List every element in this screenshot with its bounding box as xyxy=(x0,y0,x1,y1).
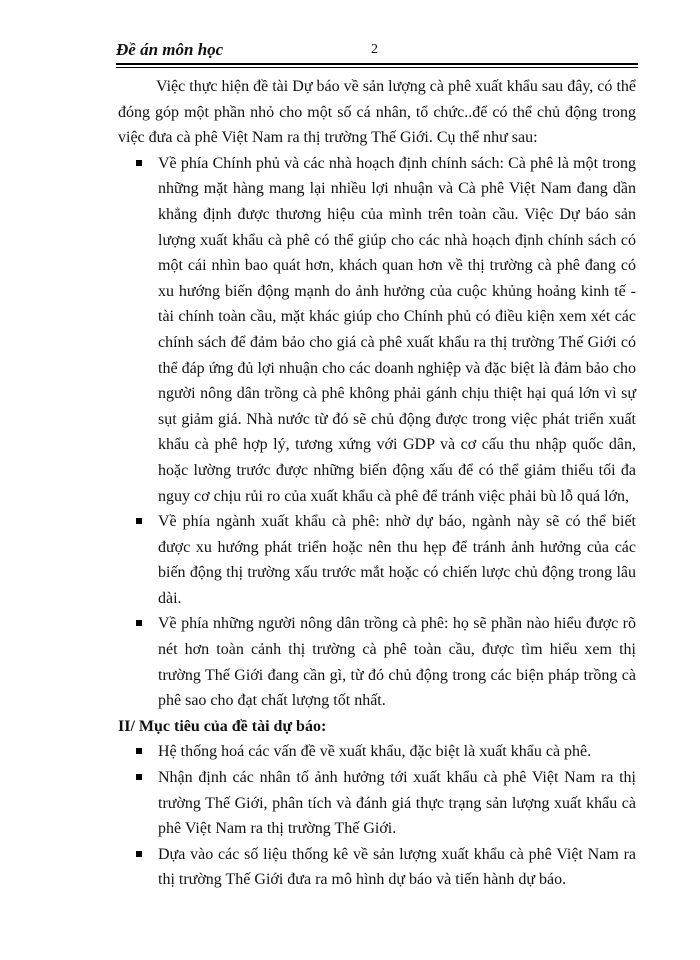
list-item-text: Về phía ngành xuất khẩu cà phê: nhờ dự báo, ngành này sẽ có thể biết được xu hướng phát triển hoặc nên thu hẹp để tránh ảnh hưởng của các biến động thị trường xấu trước mắt hoặc có chiến lược chủ động trong lâu dài. xyxy=(158,513,636,607)
intro-paragraph: Việc thực hiện đề tài Dự báo về sản lượng cà phê xuất khẩu sau đây, có thể đóng góp một phần nhỏ cho một số cá nhân, tổ chức..để có thể chủ động trong việc đưa cà phê Việt Nam ra thị trường Thế Giới. Cụ thể như sau: xyxy=(118,78,636,147)
bullet-icon xyxy=(136,160,142,166)
objectives-list xyxy=(118,739,636,893)
benefits-list xyxy=(118,151,636,714)
document-body xyxy=(118,74,636,893)
bullet-icon xyxy=(136,774,142,780)
list-item xyxy=(118,765,636,842)
list-item xyxy=(118,739,636,765)
header-title: Đề án môn học xyxy=(116,40,224,59)
list-item-text: Dựa vào các số liệu thống kê về sản lượng xuất khẩu cà phê Việt Nam ra thị trường Thế Giới đưa ra mô hình dự báo và tiến hành dự báo. xyxy=(158,845,636,889)
bullet-icon xyxy=(136,748,142,754)
bullet-icon xyxy=(136,851,142,857)
bullet-icon xyxy=(136,620,142,626)
list-item-text: Về phía những người nông dân trồng cà phê: họ sẽ phần nào hiểu được rõ nét hơn toàn cảnh thị trường cà phê toàn cầu, được tìm hiểu xem thị trường Thế Giới đang cần gì, từ đó chủ động trong các biện pháp trồng cà phê sao cho đạt chất lượng tốt nhất. xyxy=(158,615,636,710)
list-item xyxy=(118,842,636,893)
header-rule-thick xyxy=(116,63,638,65)
page-number: 2 xyxy=(371,42,378,57)
list-item-text: Về phía Chính phủ và các nhà hoạch định chính sách: Cà phê là một trong những mặt hàng mang lại nhiều lợi nhuận và Cà phê Việt Nam đang dần khẳng định được thương hiệu của mình trên toàn cầu. Việc Dự báo sản lượng xuất khẩu cà phê có thể giúp cho các nhà hoạch định chính sách có một cái nhìn bao quát hơn, khách quan hơn về thị trường cà phê đang có xu hướng biến động mạnh do ảnh hưởng của cuộc khủng hoảng kinh tế - tài chính toàn cầu, mặt khác giúp cho Chính phủ có điều kiện xem xét các chính sách để đảm bảo cho giá cà phê xuất khẩu ra thị trường Thế Giới có thể đáp ứng đủ lợi nhuận cho các doanh nghiệp và đặc biệt là đảm bảo cho người nông dân trồng cà phê không phải gánh chịu thiệt hại quá lớn vì sự sụt giảm giá. Nhà nước từ đó sẽ chủ động được trong việc phát triển xuất khẩu cà phê hợp lý, tương xứng với GDP và cơ cấu thu nhập quốc dân, hoặc lường trước được những biến động xấu để có thể giảm thiểu tối đa nguy cơ chịu rủi ro của xuất khẩu cà phê để tránh việc phải bù lỗ quá lớn, xyxy=(158,154,636,505)
list-item-text: Nhận định các nhân tố ảnh hưởng tới xuất khẩu cà phê Việt Nam ra thị trường Thế Giới, phân tích và đánh giá thực trạng sản lượng xuất khẩu cà phê Việt Nam ra thị trường Thế Giới. xyxy=(158,769,636,838)
bullet-icon xyxy=(136,518,142,524)
list-item xyxy=(118,151,636,509)
section-heading: II/ Mục tiêu của đề tài dự báo: xyxy=(118,717,327,735)
list-item xyxy=(118,509,636,611)
list-item xyxy=(118,611,636,713)
page-header xyxy=(116,40,636,62)
list-item-text: Hệ thống hoá các vấn đề về xuất khẩu, đặc biệt là xuất khẩu cà phê. xyxy=(158,743,592,761)
header-rule-thin xyxy=(116,67,638,68)
